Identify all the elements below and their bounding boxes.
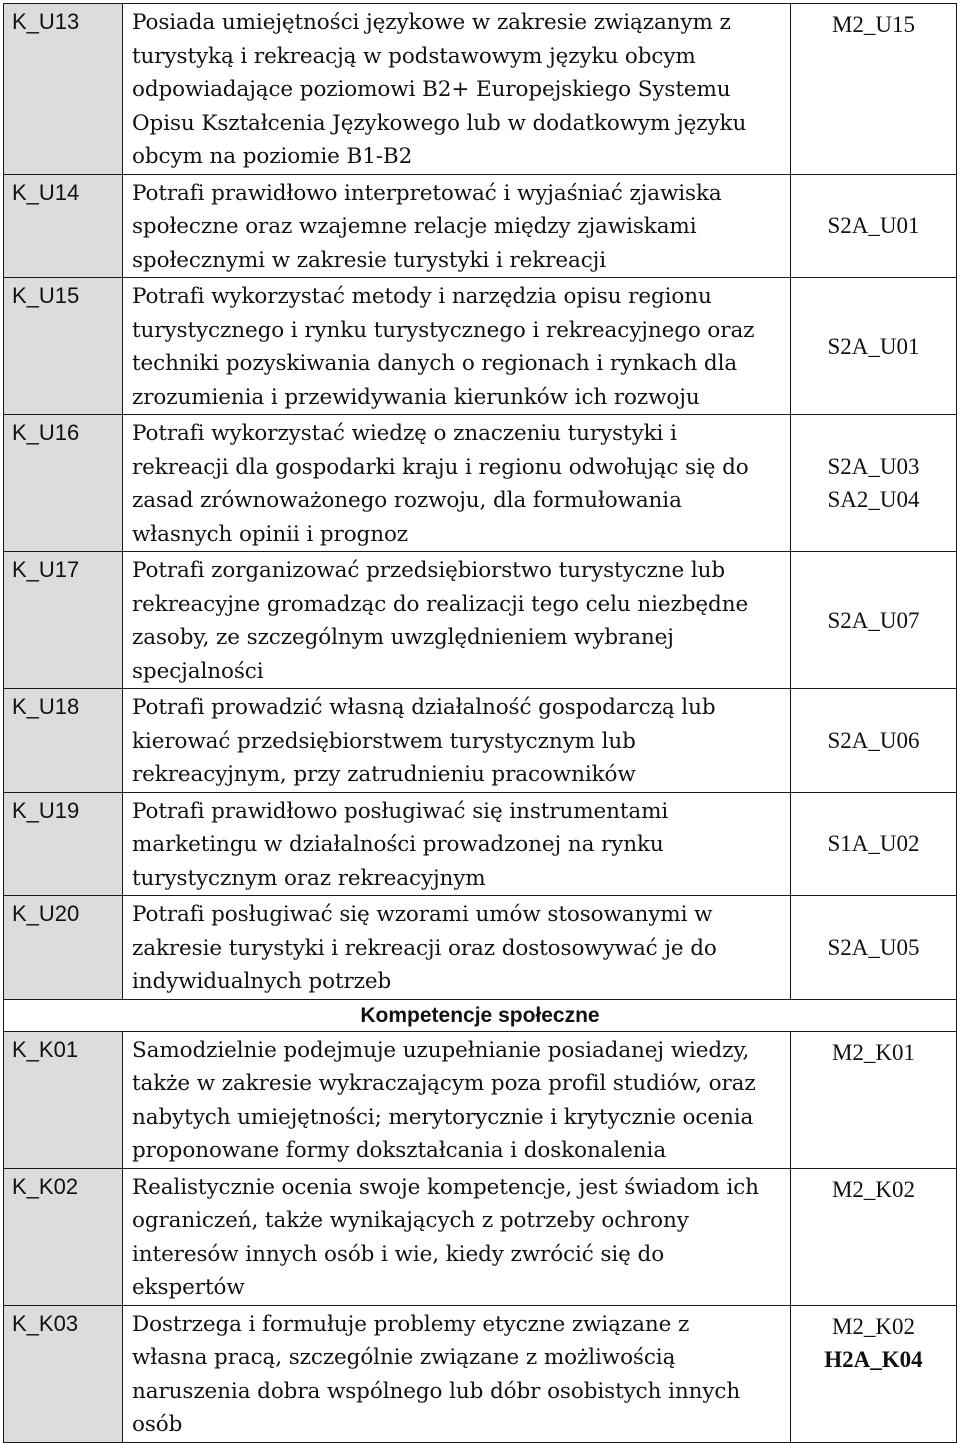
outcome-reference: M2_K02 H2A_K04 <box>791 1305 957 1442</box>
outcome-description: Potrafi prawidłowo interpretować i wyjaśniać zjawiska społeczne oraz wzajemne relacje między zjawiskami społecznymi w zakresie turystyki i rekreacji <box>123 174 791 278</box>
outcome-code: K_U16 <box>4 415 123 552</box>
outcome-description: Potrafi wykorzystać metody i narzędzia opisu regionu turystycznego i rynku turystycznego i rekreacyjnego oraz techniki pozyskiwania danych o regionach i rynkach dla zrozumienia i przewidywania kierunków ich rozwoju <box>123 278 791 415</box>
outcome-reference: M2_U15 <box>791 4 957 175</box>
table-row <box>4 278 957 415</box>
outcome-description: Potrafi zorganizować przedsiębiorstwo turystyczne lub rekreacyjne gromadząc do realizacji tego celu niezbędne zasoby, ze szczególnym uwzględnieniem wybranej specjalności <box>123 552 791 689</box>
learning-outcomes-table <box>3 3 957 1443</box>
table-row <box>4 1305 957 1442</box>
outcome-code: K_U17 <box>4 552 123 689</box>
table-row <box>4 174 957 278</box>
outcome-description: Realistycznie ocenia swoje kompetencje, jest świadom ich ograniczeń, także wynikających z potrzeby ochrony interesów innych osób i wie, kiedy zwrócić się do ekspertów <box>123 1168 791 1305</box>
outcome-code: K_K01 <box>4 1031 123 1168</box>
outcome-code: K_U18 <box>4 689 123 793</box>
table-row <box>4 1168 957 1305</box>
section-title: Kompetencje społeczne <box>4 999 957 1031</box>
table-row <box>4 4 957 175</box>
outcome-description: Posiada umiejętności językowe w zakresie związanym z turystyką i rekreacją w podstawowym języku obcym odpowiadające poziomowi B2+ Europejskiego Systemu Opisu Kształcenia Językowego lub w dodatkowym języku obcym na poziomie B1-B2 <box>123 4 791 175</box>
outcome-reference: M2_K02 <box>791 1168 957 1305</box>
outcome-description: Samodzielnie podejmuje uzupełnianie posiadanej wiedzy, także w zakresie wykraczającym poza profil studiów, oraz nabytych umiejętności; merytorycznie i krytycznie ocenia proponowane formy dokształcania i doskonalenia <box>123 1031 791 1168</box>
table-row <box>4 689 957 793</box>
table-row <box>4 896 957 1000</box>
outcome-code: K_U20 <box>4 896 123 1000</box>
outcome-code: K_U15 <box>4 278 123 415</box>
outcome-reference: S1A_U02 <box>791 792 957 896</box>
outcome-reference: S2A_U05 <box>791 896 957 1000</box>
outcome-reference: S2A_U06 <box>791 689 957 793</box>
outcome-code: K_K02 <box>4 1168 123 1305</box>
outcome-code: K_U19 <box>4 792 123 896</box>
table-row <box>4 415 957 552</box>
section-header-row <box>4 999 957 1031</box>
outcome-reference: S2A_U07 <box>791 552 957 689</box>
outcome-description: Potrafi wykorzystać wiedzę o znaczeniu turystyki i rekreacji dla gospodarki kraju i regionu odwołując się do zasad zrównoważonego rozwoju, dla formułowania własnych opinii i prognoz <box>123 415 791 552</box>
outcome-code: K_U13 <box>4 4 123 175</box>
outcome-reference: S2A_U01 <box>791 174 957 278</box>
table-row <box>4 552 957 689</box>
outcome-description: Potrafi prawidłowo posługiwać się instrumentami marketingu w działalności prowadzonej na rynku turystycznym oraz rekreacyjnym <box>123 792 791 896</box>
table-row <box>4 792 957 896</box>
outcome-description: Dostrzega i formułuje problemy etyczne związane z własna pracą, szczególnie związane z możliwością naruszenia dobra wspólnego lub dóbr osobistych innych osób <box>123 1305 791 1442</box>
outcome-description: Potrafi prowadzić własną działalność gospodarczą lub kierować przedsiębiorstwem turystycznym lub rekreacyjnym, przy zatrudnieniu pracowników <box>123 689 791 793</box>
outcome-code: K_U14 <box>4 174 123 278</box>
outcome-reference: S2A_U03 SA2_U04 <box>791 415 957 552</box>
outcome-code: K_K03 <box>4 1305 123 1442</box>
outcome-description: Potrafi posługiwać się wzorami umów stosowanymi w zakresie turystyki i rekreacji oraz dostosowywać je do indywidualnych potrzeb <box>123 896 791 1000</box>
table-row <box>4 1031 957 1168</box>
outcome-reference: S2A_U01 <box>791 278 957 415</box>
outcome-reference: M2_K01 <box>791 1031 957 1168</box>
